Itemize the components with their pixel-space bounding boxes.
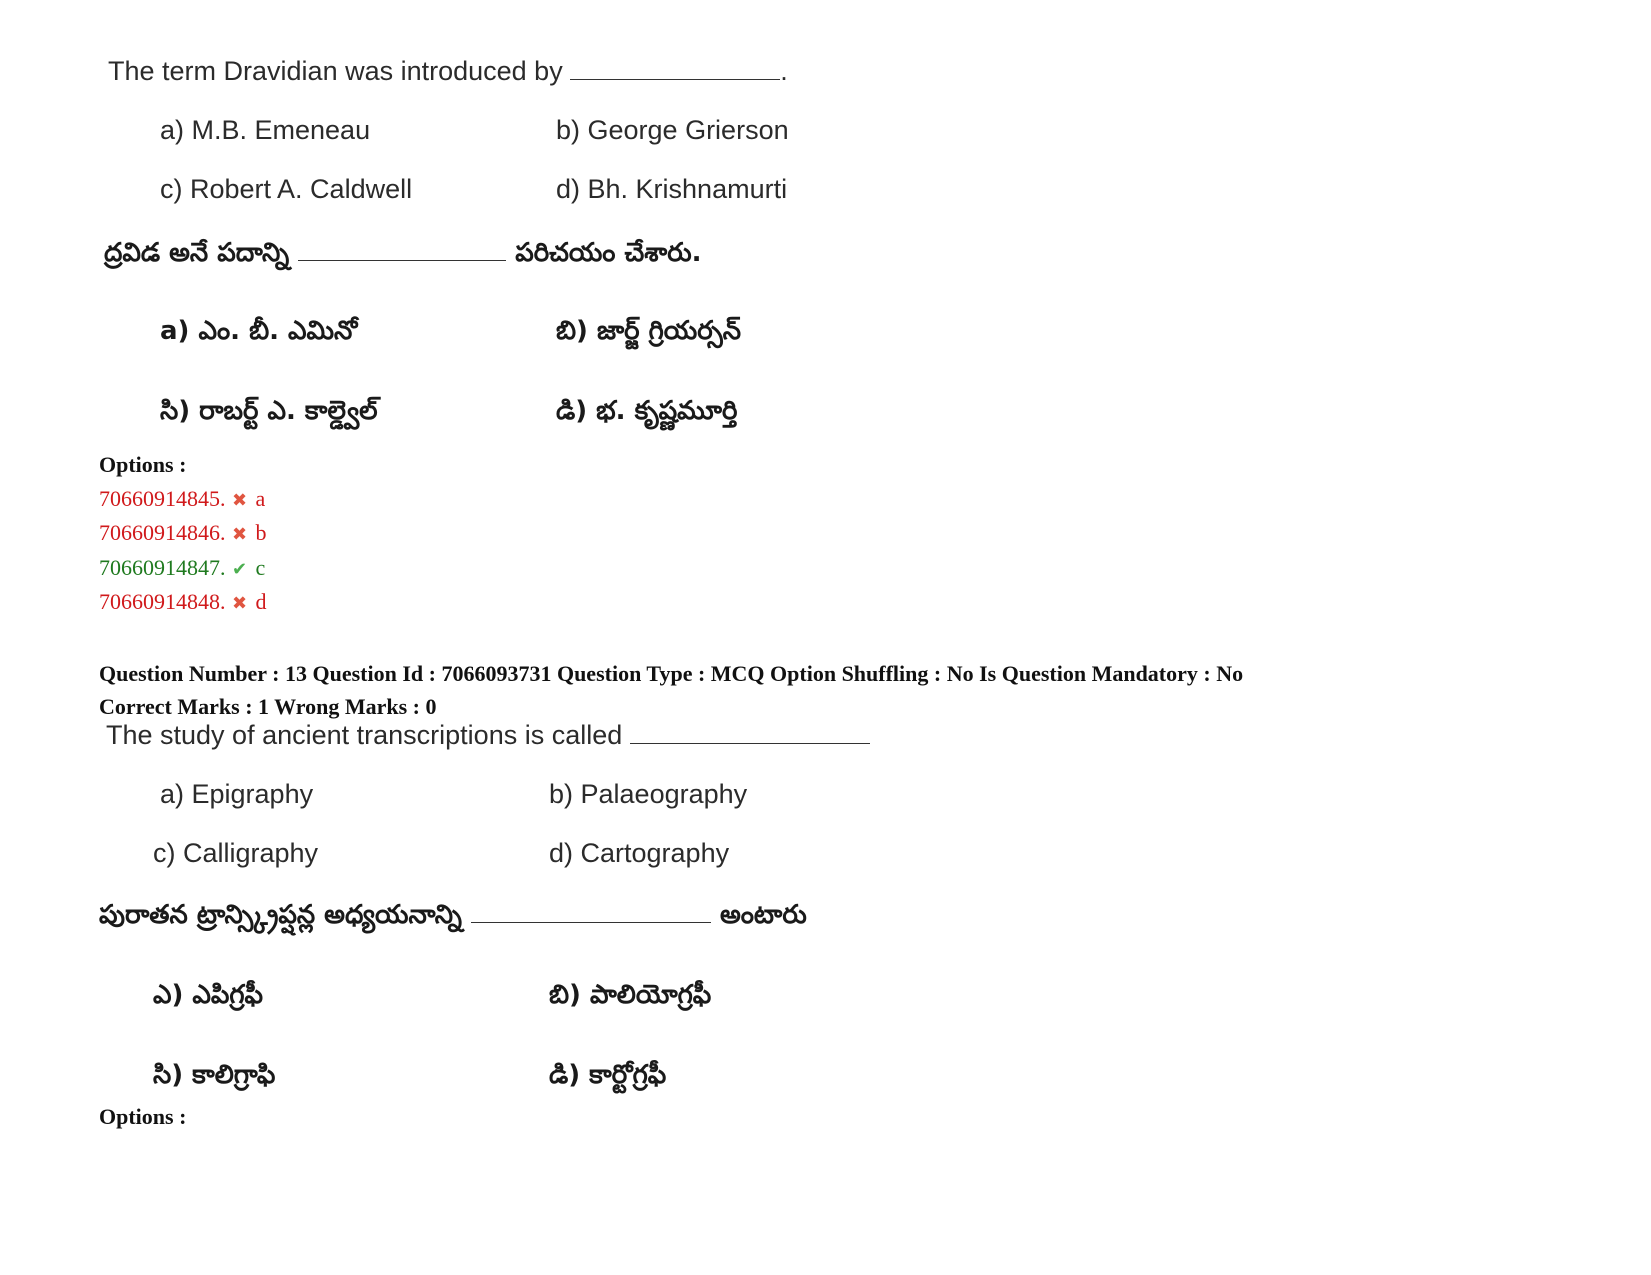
option-id: 70660914847. [99, 555, 226, 580]
q12-te-option-b: బి) జార్జ్ గ్రియర్సన్ [556, 316, 741, 346]
q12-te-option-d: డి) భ. కృష్ణమూర్తి [556, 396, 738, 426]
q13-telugu-stem [99, 900, 807, 936]
option-id: 70660914845. [99, 486, 226, 511]
cross-icon: ✖ [231, 593, 248, 613]
q13-en-option-c: c) Calligraphy [153, 838, 319, 868]
q12-stem-period: . [780, 56, 788, 86]
q13-telugu-stem-pre: పురాతన ట్రాన్స్క్రిప్షన్ల అధ్యయనాన్ని [99, 900, 462, 930]
q12-options-label: Options : [99, 452, 187, 477]
q12-te-option-a: a) ఎం. బీ. ఎమినో [160, 316, 358, 346]
q13-options-label: Options : [99, 1104, 187, 1129]
option-letter: a [255, 486, 266, 511]
q12-en-option-d: d) Bh. Krishnamurti [556, 174, 788, 204]
answer-option-row [99, 589, 267, 615]
answer-option-row-correct [99, 555, 265, 581]
option-id: 70660914848. [99, 589, 226, 614]
option-id: 70660914846. [99, 520, 226, 545]
q12-en-option-a: a) M.B. Emeneau [160, 115, 371, 145]
q12-telugu-stem-pre: ద్రవిడ అనే పదాన్ని [104, 238, 290, 268]
q12-te-option-c: సి) రాబర్ట్ ఎ. కాల్డ్వెల్ [160, 396, 378, 426]
answer-blank [471, 902, 711, 923]
q12-en-option-c: c) Robert A. Caldwell [160, 174, 413, 204]
cross-icon: ✖ [231, 490, 248, 510]
q12-telugu-stem [104, 238, 702, 274]
q13-english-stem [106, 720, 870, 751]
q13-en-option-b: b) Palaeography [549, 779, 748, 809]
answer-option-row [99, 520, 267, 546]
q13-meta-line-1: Question Number : 13 Question Id : 7066093731 Question Type : MCQ Option Shuffling : No Is Question Mandatory : No [99, 661, 1244, 686]
check-icon: ✔ [231, 559, 248, 579]
option-letter: d [255, 589, 267, 614]
option-letter: b [255, 520, 267, 545]
answer-option-row [99, 486, 265, 512]
answer-blank [570, 59, 780, 80]
option-letter: c [255, 555, 266, 580]
q13-en-option-d: d) Cartography [549, 838, 730, 868]
q13-meta-line-2: Correct Marks : 1 Wrong Marks : 0 [99, 694, 437, 719]
q13-telugu-stem-post: అంటారు [719, 900, 807, 930]
q12-english-stem-text: The term Dravidian was introduced by [108, 56, 563, 86]
q13-te-option-b: బి) పాలియోగ్రఫీ [549, 980, 712, 1010]
answer-blank [630, 723, 870, 744]
q13-te-option-a: ఎ) ఎపిగ్రఫీ [153, 980, 264, 1010]
q12-english-stem [108, 56, 788, 87]
q12-en-option-b: b) George Grierson [556, 115, 789, 145]
answer-blank [298, 240, 506, 261]
q13-te-option-d: డి) కార్టోగ్రఫీ [549, 1060, 667, 1090]
q13-english-stem-text: The study of ancient transcriptions is called [106, 720, 623, 750]
cross-icon: ✖ [231, 524, 248, 544]
q13-en-option-a: a) Epigraphy [160, 779, 314, 809]
q12-telugu-stem-post: పరిచయం చేశారు. [515, 238, 702, 268]
q13-te-option-c: సి) కాలిగ్రాఫి [153, 1060, 276, 1090]
